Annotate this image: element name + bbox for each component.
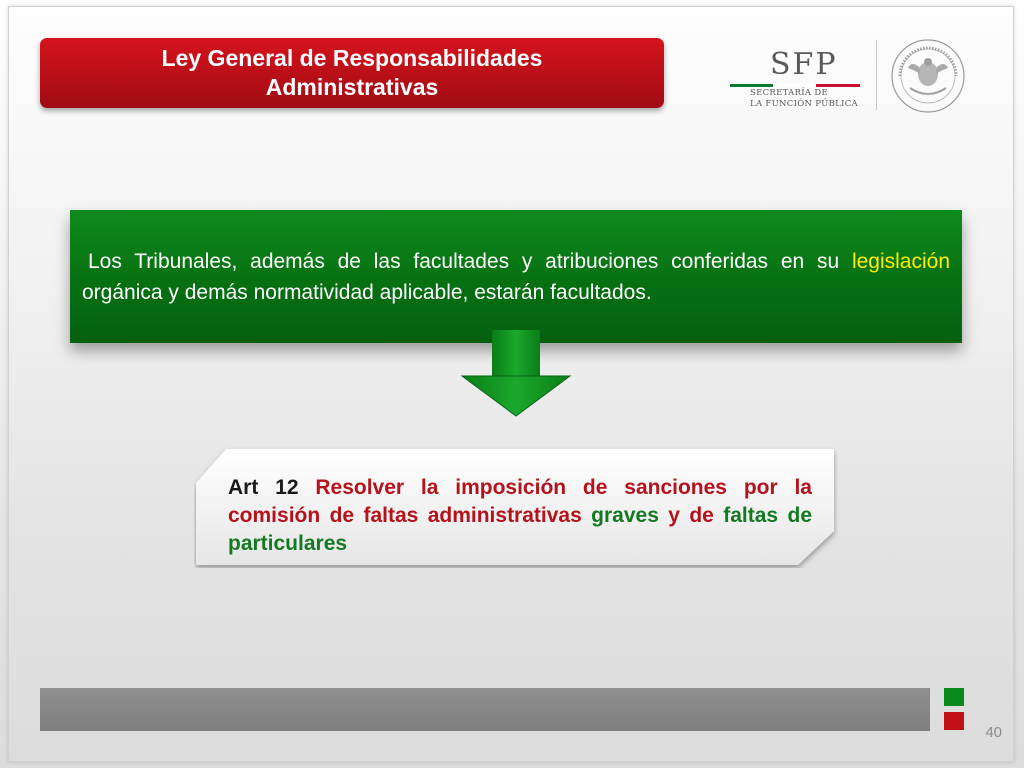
legislacion-highlight: legislación	[851, 250, 950, 273]
title-line-2: Administrativas	[265, 74, 439, 100]
sfp-logo-subtitle	[750, 88, 866, 110]
green-square-icon	[944, 688, 964, 706]
tribunales-text	[82, 246, 950, 308]
tribunales-text-after: orgánica y demás normatividad aplicable, estarán facultados.	[82, 281, 652, 304]
footer-bar	[40, 688, 930, 731]
article-label: Art 12	[228, 476, 316, 499]
sfp-subtitle-line-2: LA FUNCIÓN PÚBLICA	[750, 99, 858, 109]
sfp-color-bar	[730, 84, 860, 87]
article-green-text-2: faltas de particulares	[228, 504, 813, 555]
article-red-text-1: Resolver la imposición de sanciones por la comisión de faltas administrativas	[228, 476, 812, 527]
title-line-1: Ley General de Responsabilidades	[161, 45, 543, 71]
title-banner	[40, 38, 664, 108]
tribunales-green-box	[70, 210, 962, 343]
coat-of-arms-seal-icon	[890, 38, 966, 114]
sfp-logo-mark: SFP	[770, 47, 838, 82]
down-arrow-icon	[460, 330, 572, 422]
sfp-subtitle-line-1: SECRETARÍA DE	[750, 88, 828, 98]
article-green-text-1: graves	[591, 504, 659, 527]
article-red-text-2: y de	[658, 504, 724, 527]
red-square-icon	[944, 712, 964, 730]
page-number: 40	[985, 724, 1002, 741]
tribunales-text-before: Los Tribunales, además de las facultades y atribuciones conferidas en su	[88, 250, 852, 273]
article-12-text	[228, 474, 812, 558]
sfp-logo	[730, 48, 866, 112]
logo-divider	[876, 40, 877, 110]
